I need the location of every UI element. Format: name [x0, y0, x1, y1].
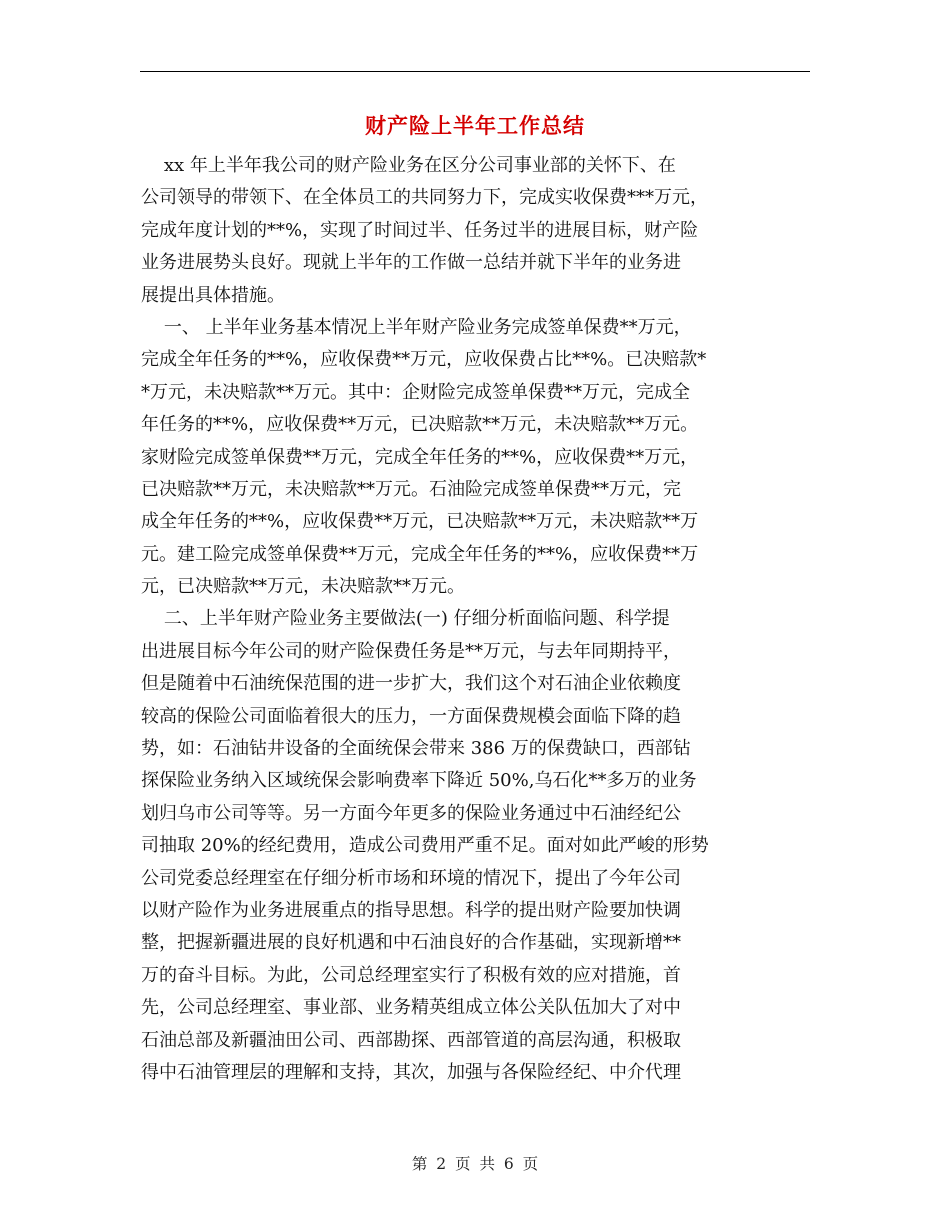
text-line: 公司领导的带领下、在全体员工的共同努力下，完成实收保费***万元， — [141, 187, 708, 209]
text-line: 已决赔款**万元，未决赔款**万元。石油险完成签单保费**万元，完 — [141, 478, 681, 500]
text-line: 展提出具体措施。 — [141, 284, 285, 306]
text-line: 但是随着中石油统保范围的进一步扩大，我们这个对石油企业依赖度 — [141, 673, 681, 695]
text-line: 二、上半年财产险业务主要做法(一) 仔细分析面临问题、科学提 — [141, 608, 670, 630]
text-line: 先，公司总经理室、事业部、业务精英组成立体公关队伍加大了对中 — [141, 997, 681, 1019]
text-line: 公司党委总经理室在仔细分析市场和环境的情况下，提出了今年公司 — [141, 867, 681, 889]
text-line: xx 年上半年我公司的财产险业务在区分公司事业部的关怀下、在 — [141, 155, 676, 176]
text-line: 以财产险作为业务进展重点的指导思想。科学的提出财产险要加快调 — [141, 899, 681, 921]
page-number: 第 2 页 共 6 页 — [411, 1155, 539, 1173]
text-line: 探保险业务纳入区域统保会影响费率下降近 50%,乌石化**多万的业务 — [141, 770, 697, 792]
text-line: 完成年度计划的**%，实现了时间过半、任务过半的进展目标，财产险 — [141, 219, 699, 241]
text-line: 完成全年任务的**%，应收保费**万元，应收保费占比**%。已决赔款* — [141, 349, 707, 371]
document-body — [141, 150, 811, 1089]
text-line: 业务进展势头良好。现就上半年的工作做一总结并就下半年的业务进 — [141, 252, 681, 274]
text-line: 划归乌市公司等等。另一方面今年更多的保险业务通过中石油经纪公 — [141, 802, 681, 824]
document-title: 财产险上半年工作总结 — [365, 114, 585, 138]
text-line: 石油总部及新疆油田公司、西部勘探、西部管道的高层沟通，积极取 — [141, 1029, 681, 1051]
text-line: 出进展目标今年公司的财产险保费任务是**万元，与去年同期持平， — [141, 640, 681, 662]
text-line: 元，已决赔款**万元，未决赔款**万元。 — [141, 576, 465, 598]
text-line: 得中石油管理层的理解和支持，其次，加强与各保险经纪、中介代理 — [141, 1061, 681, 1083]
text-line: 较高的保险公司面临着很大的压力，一方面保费规模会面临下降的趋 — [141, 705, 681, 727]
text-line: 元。建工险完成签单保费**万元，完成全年任务的**%，应收保费**万 — [141, 543, 699, 565]
text-line: *万元，未决赔款**万元。其中：企财险完成签单保费**万元，完成全 — [141, 381, 690, 403]
header-rule — [140, 71, 810, 72]
text-line: 成全年任务的**%，应收保费**万元，已决赔款**万元，未决赔款**万 — [141, 511, 699, 533]
text-line: 家财险完成签单保费**万元，完成全年任务的**%，应收保费**万元， — [141, 446, 699, 468]
text-line: 整，把握新疆进展的良好机遇和中石油良好的合作基础，实现新增** — [141, 932, 681, 954]
text-line: 势，如：石油钻井设备的全面统保会带来 386 万的保费缺口，西部钻 — [141, 738, 691, 760]
text-line: 万的奋斗目标。为此，公司总经理室实行了积极有效的应对措施，首 — [141, 964, 681, 986]
text-line: 司抽取 20%的经纪费用，造成公司费用严重不足。面对如此严峻的形势 — [141, 835, 709, 857]
text-line: 年任务的**%，应收保费**万元，已决赔款**万元，未决赔款**万元。 — [141, 414, 699, 436]
text-line: 一、 上半年业务基本情况上半年财产险业务完成签单保费**万元， — [141, 316, 692, 338]
